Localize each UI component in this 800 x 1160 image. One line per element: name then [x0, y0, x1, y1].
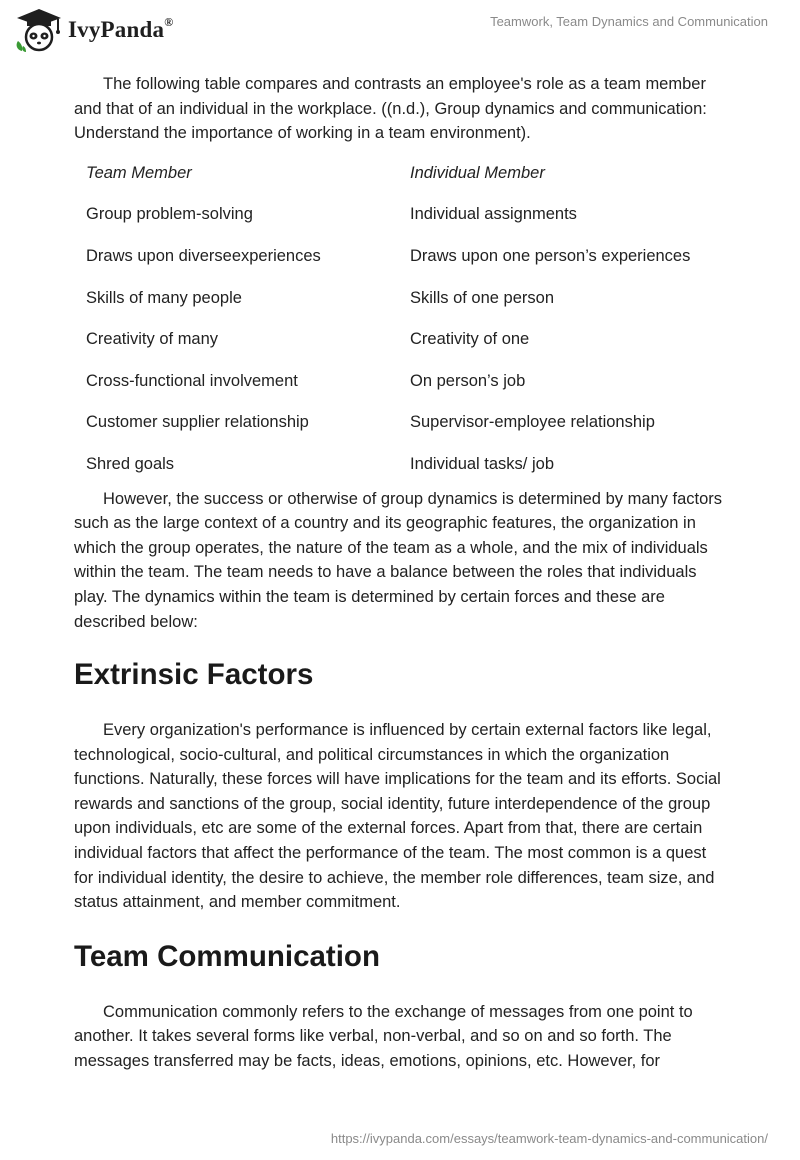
document-title: Teamwork, Team Dynamics and Communication — [490, 14, 768, 29]
team-cell: Customer supplier relationship — [86, 413, 309, 432]
table-row — [74, 289, 730, 331]
page-header — [0, 0, 800, 60]
comparison-table — [74, 164, 730, 497]
individual-cell: Creativity of one — [410, 330, 530, 349]
panda-graduate-icon — [14, 7, 64, 53]
team-cell: Skills of many people — [86, 288, 242, 307]
team-cell: Shred goals — [86, 454, 175, 473]
team-cell: Creativity of many — [86, 330, 219, 349]
header-individual-member: Individual Member — [410, 163, 545, 182]
individual-cell: On person’s job — [410, 371, 526, 390]
communication-paragraph: Communication commonly refers to the exchange of messages from one point to another. It takes several forms like verbal, non-verbal, and so on and so forth. The messages transferred may be facts, ideas, emotions, opinions, etc. However, for — [74, 1002, 693, 1071]
table-header-row — [74, 164, 730, 206]
source-url[interactable]: https://ivypanda.com/essays/teamwork-team-dynamics-and-communication/ — [330, 1131, 768, 1146]
heading-extrinsic-factors: Extrinsic Factors — [74, 658, 314, 692]
individual-cell: Draws upon one person’s experiences — [410, 246, 691, 265]
team-cell: Cross-functional involvement — [86, 371, 298, 390]
team-cell: Draws upon diverseexperiences — [86, 246, 321, 265]
heading-team-communication: Team Communication — [74, 939, 380, 973]
team-cell: Group problem-solving — [86, 205, 253, 224]
table-row — [74, 247, 730, 289]
individual-cell: Individual assignments — [410, 205, 577, 224]
ivypanda-logo[interactable] — [14, 7, 173, 53]
individual-cell: Skills of one person — [410, 288, 554, 307]
brand-name: IvyPanda® — [68, 15, 174, 42]
extrinsic-paragraph: Every organization's performance is influenced by certain external factors like legal, technological, socio-cultural, and political circumstances in which the organization functions. Naturally, these forces will have implications for the team and its efforts. Social rewards and sanctions of the group, social identity, future interdependence of the group upon individuals, etc are some of the external forces. Apart from that, there are certain individual factors that affect the performance of the team. The most common is a quest for individual identity, the desire to achieve, the member role differences, team size, and status attainment, and member commitment. — [74, 721, 721, 912]
essay-content — [74, 72, 730, 1074]
individual-cell: Individual tasks/ job — [410, 454, 554, 473]
table-row — [74, 372, 730, 414]
individual-cell: Supervisor-employee relationship — [410, 413, 655, 432]
intro-paragraph: The following table compares and contrasts an employee's role as a team member and that of an individual in the workplace. ((n.d.), Group dynamics and communication: Understand the importance of working in a team environment). — [74, 75, 707, 143]
table-row — [74, 205, 730, 247]
dynamics-paragraph: However, the success or otherwise of group dynamics is determined by many factors such as the large context of a country and its geographic features, the organization in which the group operates, the nature of the team as a whole, and the mix of individuals within the team. The team needs to have a balance between the roles that individuals play. The dynamics within the team is determined by certain forces and these are described below: — [74, 489, 723, 631]
header-team-member: Team Member — [86, 163, 192, 182]
table-row — [74, 330, 730, 372]
table-row — [74, 413, 730, 455]
